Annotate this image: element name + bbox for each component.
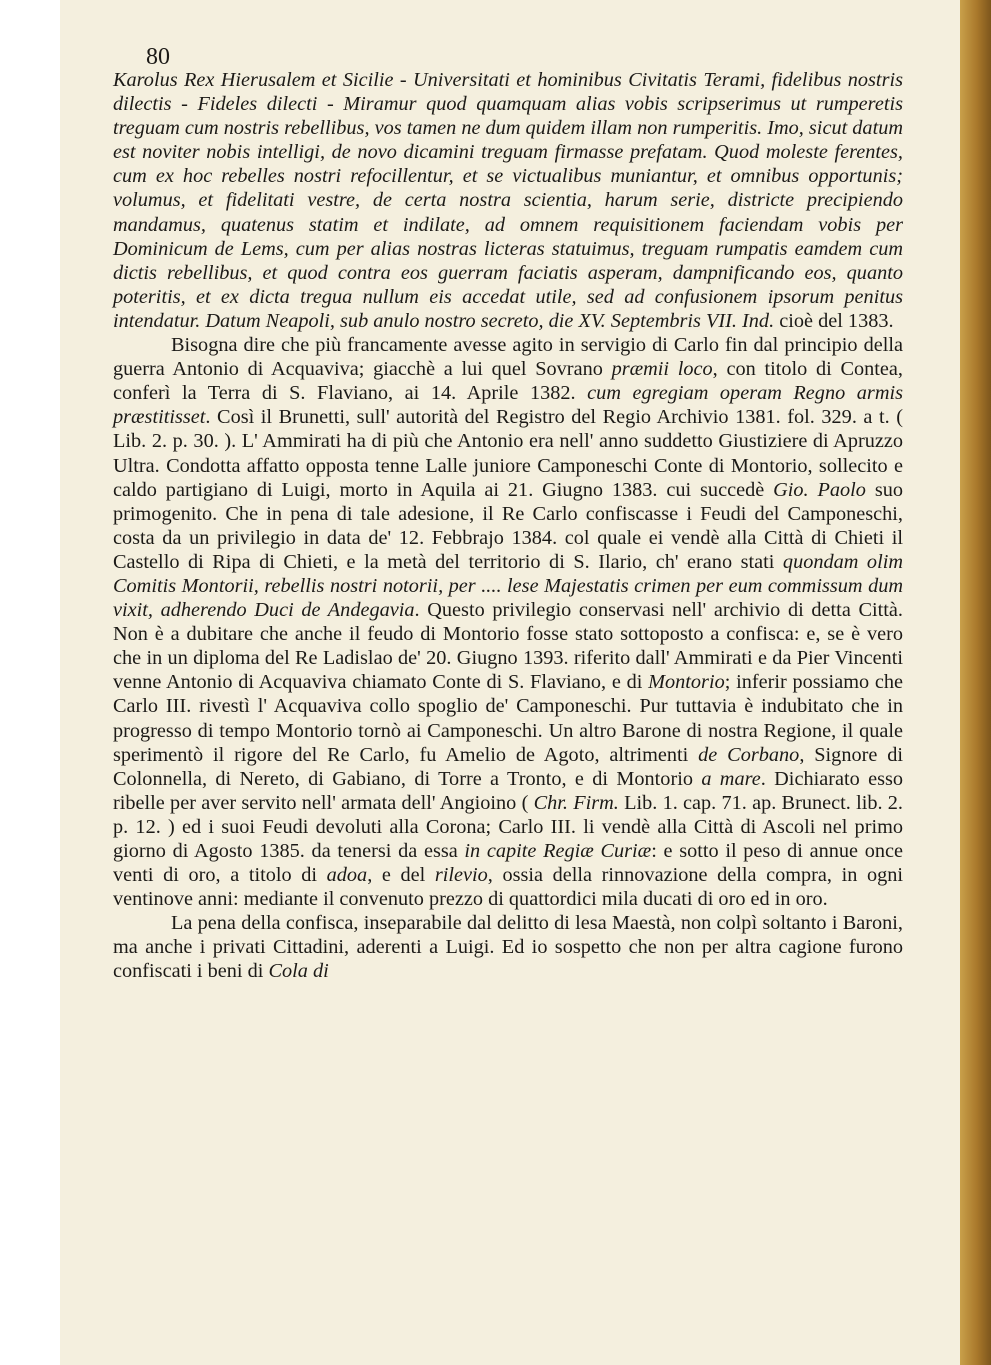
text-run: . Dichiarato esso ribelle per aver servito nell' armata dell' Angioino ( [113,767,904,814]
italic-run: Cola di [268,960,329,983]
text-run: cioè del 1383. [774,309,894,332]
body-text [113,68,903,984]
italic-run: Chr. Firm. [533,791,619,814]
text-run: ; inferir possiamo che Carlo III. rivestì l' Acquaviva collo spoglio de' Camponeschi. Pur tuttavia è indubitato che in progresso di tempo Montorio tornò ai Camponeschi. Un altro Barone di nostra Regione, il quale sperimentò il rigore del Re Carlo, fu Amelio de Agoto, altrimenti [113,671,903,766]
italic-run: cum egregiam operam Regno armis præstitisset [113,382,903,429]
commentary-paragraph-1 [113,333,903,911]
italic-run: præmii loco [611,358,713,381]
italic-run: de Corbano [698,743,800,766]
text-run: La pena della confisca, inseparabile dal delitto di lesa Maestà, non colpì soltanto i Baroni, ma anche i privati Cittadini, aderenti a Luigi. Ed io sospetto che non per altra cagione furono confiscati i beni di [113,912,903,983]
text-run: suo primogenito. Che in pena di tale adesione, il Re Carlo confiscasse i Feudi del Camponeschi, costa da un privilegio in data de' 12. Febbrajo 1384. col quale ei vendè alla Città di Chieti il Castello di Ripa di Chieti, e la metà del territorio di S. Ilario, ch' erano stati [113,478,903,573]
text-run: , con titolo di Contea, conferì la Terra di S. Flaviano, ai 14. Aprile 1382. [113,358,903,405]
text-run: , e del [367,864,435,887]
italic-run: rilevio [434,864,488,887]
commentary-paragraph-2 [113,911,903,983]
text-run: : e sotto il peso di annue once venti di oro, a titolo di [113,840,903,887]
italic-run: adoa [326,864,368,887]
italic-run: quondam olim Comitis Montorii, rebellis nostri notorii, per .... lese Majestatis crimen per eum commissum dum vixit, adherendo Duci de Andegavia [113,550,903,622]
italic-run: Montorio [648,671,725,694]
text-run: , Signore di Colonnella, di Nereto, di Gabiano, di Torre a Tronto, e di Montorio [113,743,904,790]
text-run: , ossia della rinnovazione della compra, in ogni ventinove anni: mediante il convenuto prezzo di quattordici mila ducati di oro ed in oro. [113,864,904,911]
text-run: Bisogna dire che più francamente avesse agito in servigio di Carlo fin dal principio della guerra Antonio di Acquaviva; giacchè a lui quel Sovrano [113,334,903,381]
text-run: . Così il Brunetti, sull' autorità del Registro del Regio Archivio 1381. fol. 329. a t. ( Lib. 2. p. 30. ). L' Ammirati ha di più che Antonio era nell' anno suddetto Giustiziere di Apruzzo Ultra. Condotta affatto opposta tenne Lalle juniore Camponeschi Conte di Montorio, sollecito e caldo partigiano di Luigi, morto in Aquila ai 21. Giugno 1383. cui succedè [113,406,903,501]
italic-run: Karolus Rex Hierusalem et Sicilie - Universitati et hominibus Civitatis Terami, fidelibus nostris dilectis - Fideles dilecti - Miramur quod quamquam alias vobis scripserimus ut rumperetis treguam cum nostris rebellibus, vos tamen ne dum quidem illam non rumperitis. Imo, sicut datum est noviter nobis intelligi, de novo dicamini treguam firmasse prefatam. Quod moleste ferentes, cum ex hoc rebelles nostri refocillentur, et se victualibus muniantur, et omnibus opportunis; volumus, et fidelitati vestre, de certa nostra scientia, harum serie, districte precipiendo mandamus, quatenus statim et indilate, ad omnem requisitionem faciendam vobis per Dominicum de Lems, cum per alias nostras licteras statuimus, treguam rumpatis eamdem cum dictis rebellibus, et quod contra eos guerram faciatis asperam, dampnificando eos, quanto poteritis, et ex dicta tregua nullum eis accedat utile, sed ad confusionem ipsorum penitus intendatur. Datum Neapoli, sub anulo nostro secreto, die XV. Septembris VII. Ind. [113,69,903,332]
royal-letter-paragraph [113,68,903,333]
italic-run: in capite Regiæ Curiæ [464,840,652,862]
text-run: . Questo privilegio conservasi nell' archivio di detta Città. Non è a dubitare che anche il feudo di Montorio fosse stato sottoposto a confisca: e, se è vero che in un diploma del Re Ladislao de' 20. Giugno 1393. riferito dall' Ammirati e da Pier Vincenti venne Antonio di Acquaviva chiamato Conte di S. Flaviano, e di [113,599,903,694]
text-run: Lib. 1. cap. 71. ap. Brunect. lib. 2. p. 12. ) ed i suoi Feudi devoluti alla Corona; Carlo III. li vendè alla Città di Ascoli nel primo giorno di Agosto 1385. da tenersi da essa [113,791,904,862]
italic-run: Gio. Paolo [773,478,866,501]
page-edge-shadow [960,0,991,1365]
italic-run: a mare [701,767,761,790]
page-number: 80 [146,44,170,70]
